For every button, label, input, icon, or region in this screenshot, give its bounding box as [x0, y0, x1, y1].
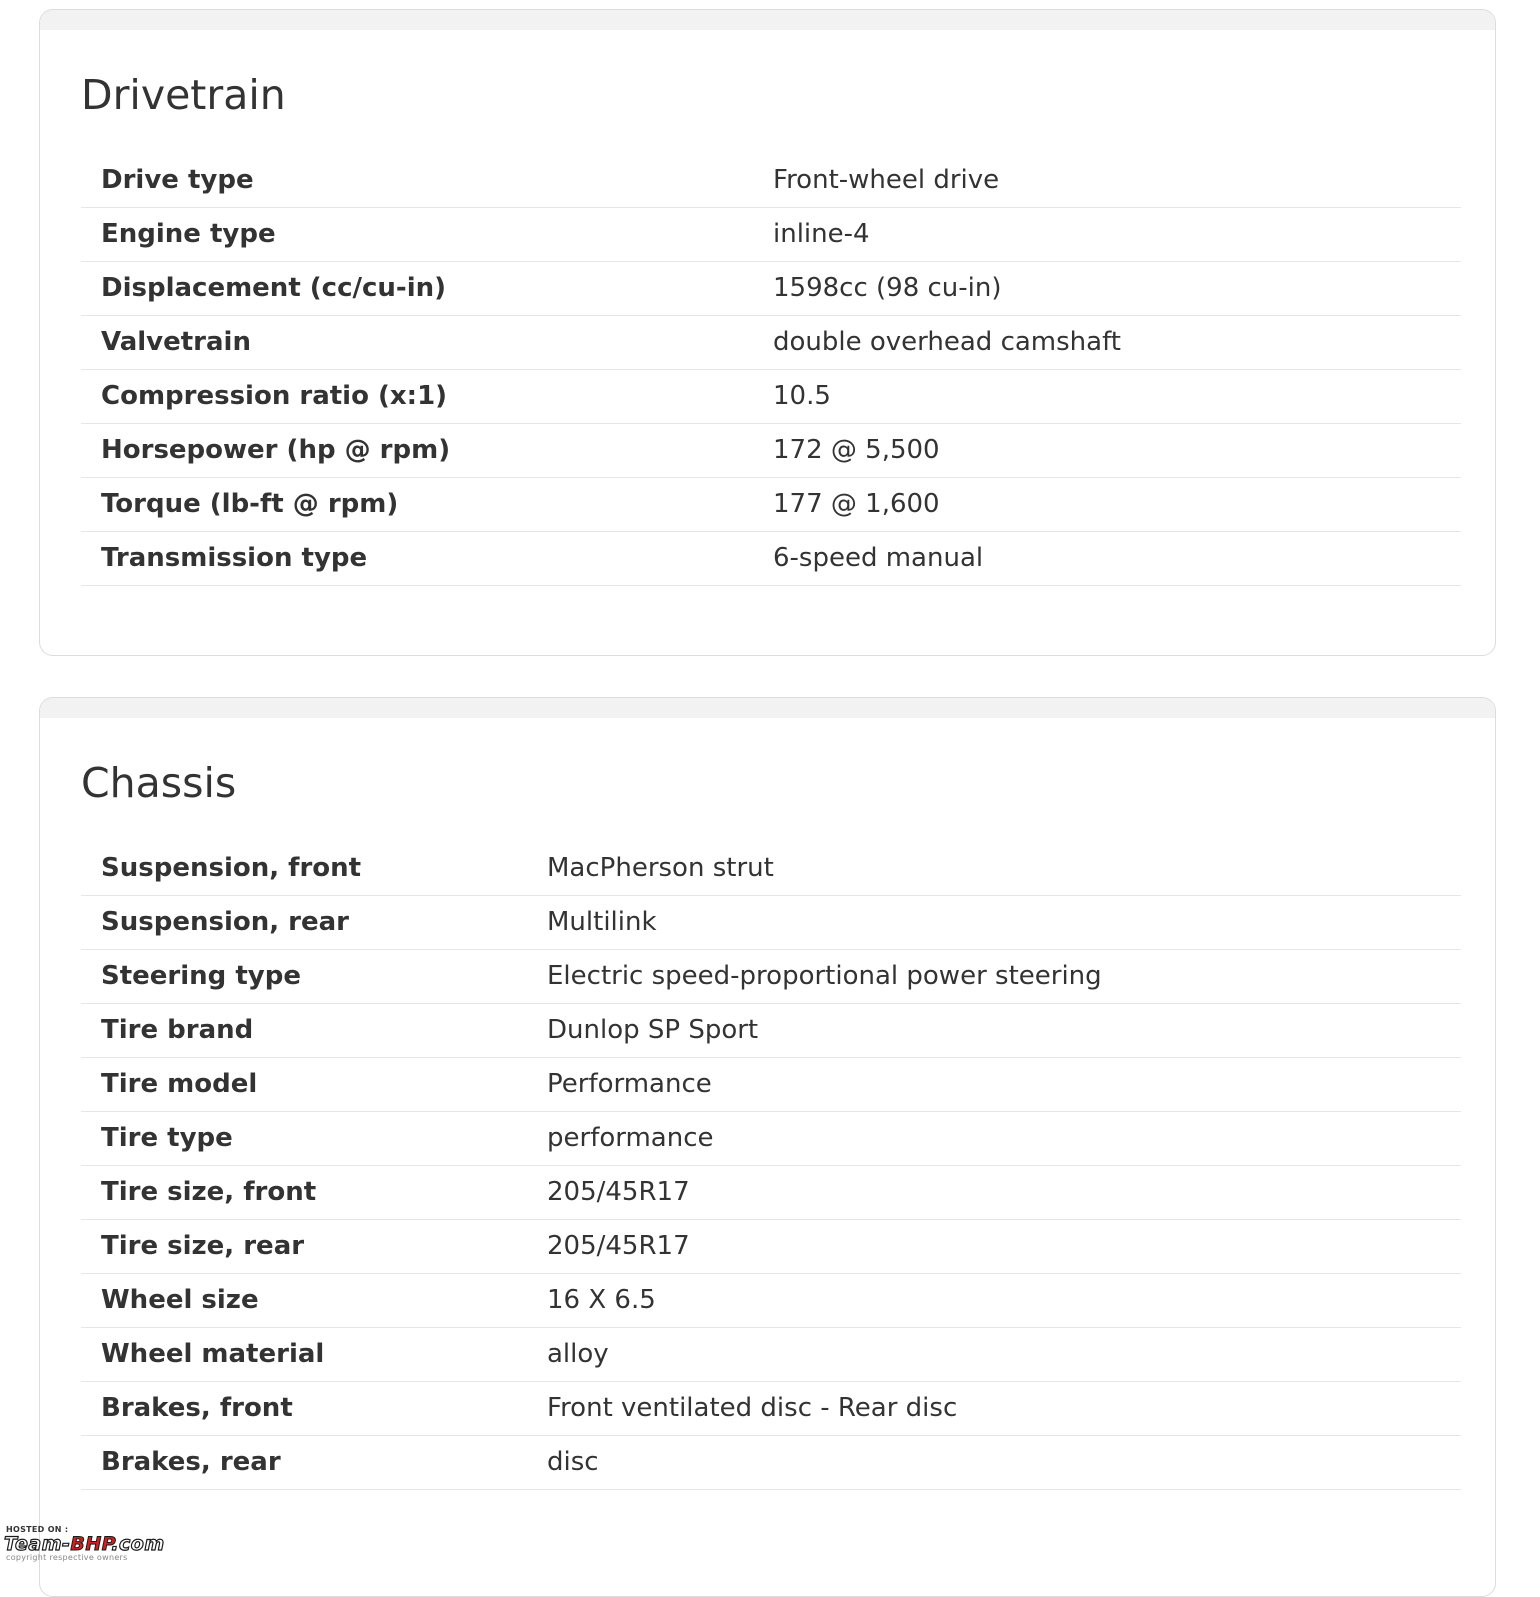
logo-brand: BHP [70, 1533, 112, 1555]
spec-value: Front ventilated disc - Rear disc [527, 1381, 1461, 1435]
spec-label: Horsepower (hp @ rpm) [81, 423, 753, 477]
table-row [81, 949, 1461, 1003]
spec-value: MacPherson strut [527, 841, 1461, 895]
spec-label: Torque (lb-ft @ rpm) [81, 477, 753, 531]
spec-label: Engine type [81, 207, 753, 261]
spec-value: Performance [527, 1057, 1461, 1111]
spec-value: inline-4 [753, 207, 1461, 261]
spec-value: Dunlop SP Sport [527, 1003, 1461, 1057]
spec-value: 172 @ 5,500 [753, 423, 1461, 477]
table-row [81, 1273, 1461, 1327]
table-row [81, 895, 1461, 949]
table-row [81, 369, 1461, 423]
team-bhp-logo [4, 1533, 165, 1555]
spec-label: Brakes, front [81, 1381, 527, 1435]
spec-label: Transmission type [81, 531, 753, 585]
spec-label: Tire size, rear [81, 1219, 527, 1273]
table-row [81, 153, 1461, 207]
spec-value: 1598cc (98 cu-in) [753, 261, 1461, 315]
spec-value: 10.5 [753, 369, 1461, 423]
chassis-title: Chassis [81, 759, 237, 807]
table-row [81, 531, 1461, 585]
spec-label: Compression ratio (x:1) [81, 369, 753, 423]
drivetrain-card [39, 9, 1496, 656]
table-row [81, 1219, 1461, 1273]
spec-label: Tire type [81, 1111, 527, 1165]
table-row [81, 207, 1461, 261]
table-row [81, 423, 1461, 477]
spec-label: Wheel size [81, 1273, 527, 1327]
table-row [81, 315, 1461, 369]
chassis-card [39, 697, 1496, 1597]
spec-label: Tire model [81, 1057, 527, 1111]
table-row [81, 1165, 1461, 1219]
spec-label: Wheel material [81, 1327, 527, 1381]
table-row [81, 1327, 1461, 1381]
spec-label: Tire size, front [81, 1165, 527, 1219]
spec-label: Displacement (cc/cu-in) [81, 261, 753, 315]
drivetrain-spec-table [81, 153, 1461, 586]
spec-value: Front-wheel drive [753, 153, 1461, 207]
spec-value: 16 X 6.5 [527, 1273, 1461, 1327]
spec-value: performance [527, 1111, 1461, 1165]
table-row [81, 1381, 1461, 1435]
watermark-hosted-on: HOSTED ON : [6, 1525, 69, 1534]
table-row [81, 477, 1461, 531]
table-row [81, 261, 1461, 315]
spec-value: disc [527, 1435, 1461, 1489]
spec-value: Multilink [527, 895, 1461, 949]
spec-label: Steering type [81, 949, 527, 1003]
card-header-strip [40, 10, 1495, 30]
spec-label: Tire brand [81, 1003, 527, 1057]
team-bhp-watermark [4, 1523, 194, 1563]
watermark-copyright: copyright respective owners [6, 1553, 128, 1562]
table-row [81, 1057, 1461, 1111]
logo-suffix: .com [111, 1533, 165, 1555]
table-row [81, 1111, 1461, 1165]
table-row [81, 1003, 1461, 1057]
spec-value: 205/45R17 [527, 1219, 1461, 1273]
spec-label: Suspension, front [81, 841, 527, 895]
spec-label: Drive type [81, 153, 753, 207]
spec-value: Electric speed-proportional power steering [527, 949, 1461, 1003]
spec-label: Suspension, rear [81, 895, 527, 949]
spec-value: 205/45R17 [527, 1165, 1461, 1219]
chassis-spec-table [81, 841, 1461, 1490]
spec-value: 177 @ 1,600 [753, 477, 1461, 531]
spec-value: 6-speed manual [753, 531, 1461, 585]
logo-prefix: Team- [4, 1533, 71, 1555]
spec-value: alloy [527, 1327, 1461, 1381]
table-row [81, 1435, 1461, 1489]
drivetrain-title: Drivetrain [81, 71, 286, 119]
card-header-strip [40, 698, 1495, 718]
spec-value: double overhead camshaft [753, 315, 1461, 369]
table-row [81, 841, 1461, 895]
spec-label: Brakes, rear [81, 1435, 527, 1489]
spec-label: Valvetrain [81, 315, 753, 369]
